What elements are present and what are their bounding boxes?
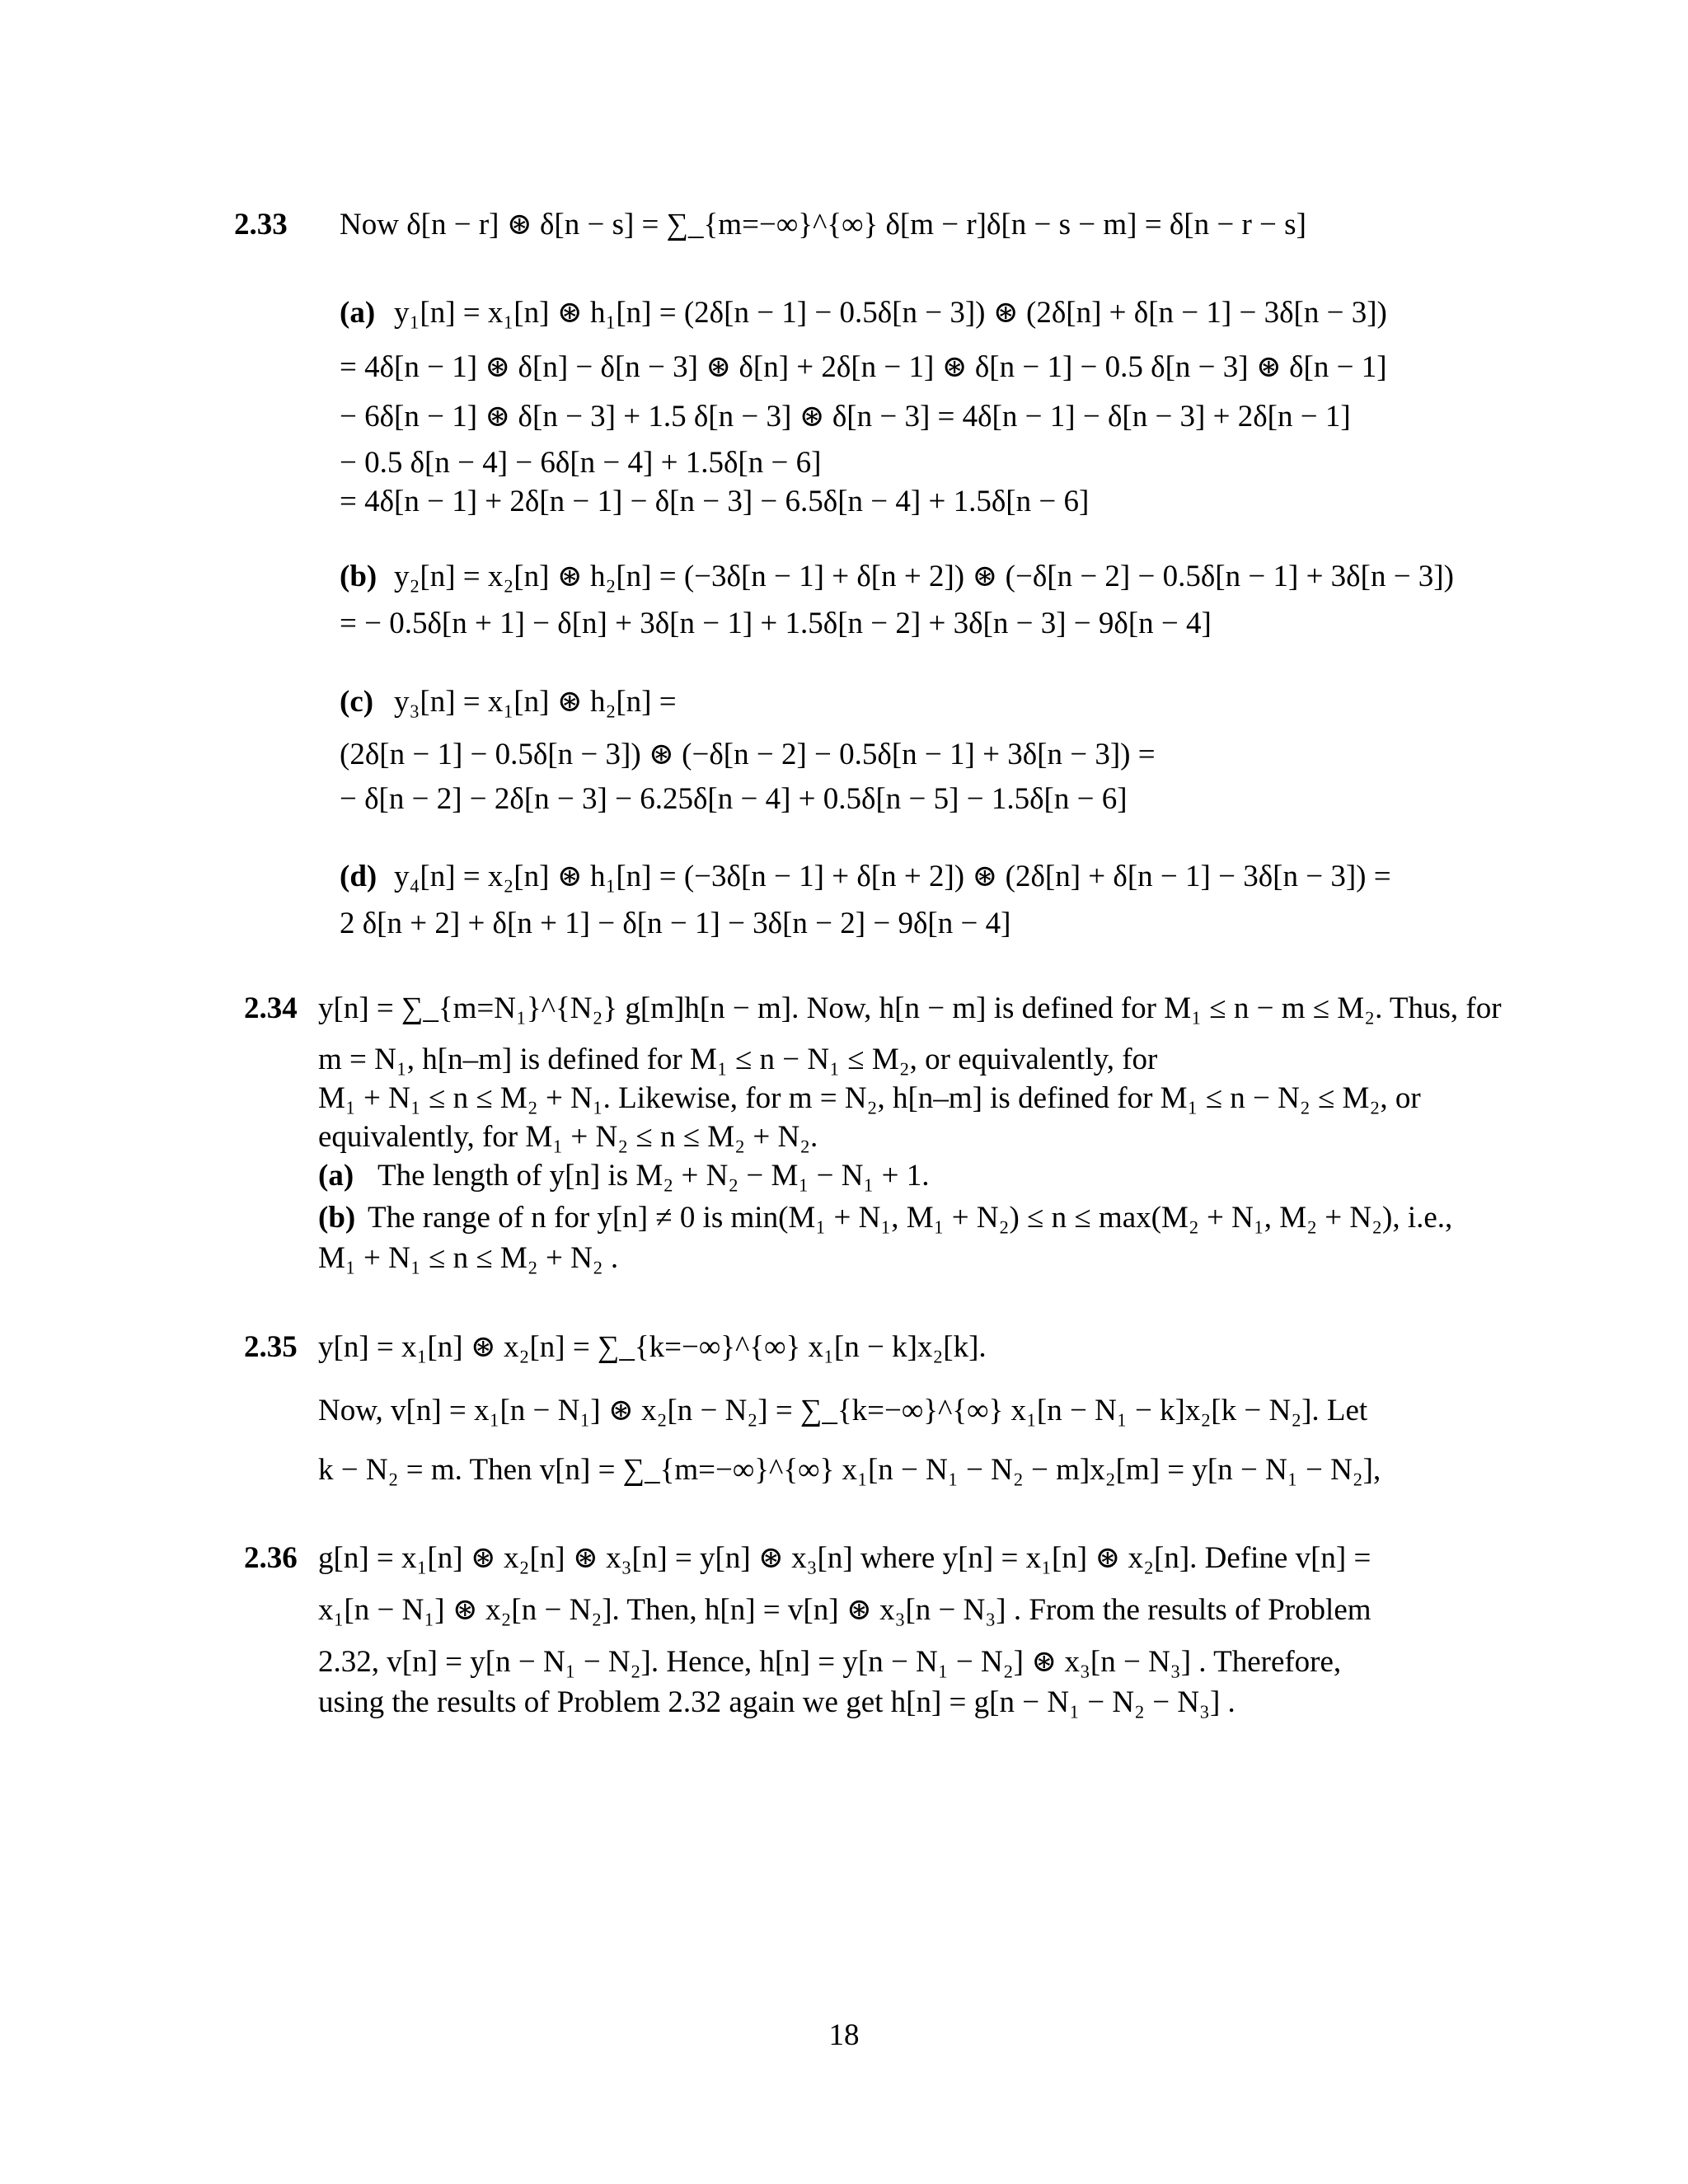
equation-line: y₄[n] = x₂[n] ⊛ h₁[n] = (−3δ[n − 1] + δ[n + 2]) ⊛ (2δ[n] + δ[n − 1] − 3δ[n − 3]) = xyxy=(394,860,1391,893)
text-line: g[n] = x₁[n] ⊛ x₂[n] ⊛ x₃[n] = y[n] ⊛ x₃[n] where y[n] = x₁[n] ⊛ x₂[n]. Define v[n] = xyxy=(318,1541,1372,1575)
problem-number-2-35: 2.35 xyxy=(244,1330,298,1364)
text-line: k − N₂ = m. Then v[n] = ∑_{m=−∞}^{∞} x₁[n − N₁ − N₂ − m]x₂[m] = y[n − N₁ − N₂], xyxy=(318,1453,1381,1487)
text-line: equivalently, for M₁ + N₂ ≤ n ≤ M₂ + N₂. xyxy=(318,1120,818,1154)
text-line: x₁[n − N₁] ⊛ x₂[n − N₂]. Then, h[n] = v[n] ⊛ x₃[n − N₃] . From the results of Problem xyxy=(318,1593,1372,1627)
equation-line: − 6δ[n − 1] ⊛ δ[n − 3] + 1.5 δ[n − 3] ⊛ δ[n − 3] = 4δ[n − 1] − δ[n − 3] + 2δ[n − 1] xyxy=(340,400,1351,434)
text-line: Now, v[n] = x₁[n − N₁] ⊛ x₂[n − N₂] = ∑_{k=−∞}^{∞} x₁[n − N₁ − k]x₂[k − N₂]. Let xyxy=(318,1394,1368,1427)
equation-line: y₃[n] = x₁[n] ⊛ h₂[n] = xyxy=(394,685,677,719)
text-line: using the results of Problem 2.32 again we get h[n] = g[n − N₁ − N₂ − N₃] . xyxy=(318,1685,1236,1719)
equation-line: − δ[n − 2] − 2δ[n − 3] − 6.25δ[n − 4] + 0.5δ[n − 5] − 1.5δ[n − 6] xyxy=(340,782,1128,816)
problem-number-2-33: 2.33 xyxy=(234,208,288,241)
text-line: m = N₁, h[n–m] is defined for M₁ ≤ n − N₁ ≤ M₂, or equivalently, for xyxy=(318,1043,1158,1076)
equation-line: = − 0.5δ[n + 1] − δ[n] + 3δ[n − 1] + 1.5δ[n − 2] + 3δ[n − 3] − 9δ[n − 4] xyxy=(340,607,1212,640)
text-line: M₁ + N₁ ≤ n ≤ M₂ + N₂ . xyxy=(318,1241,619,1275)
text-line: M₁ + N₁ ≤ n ≤ M₂ + N₁. Likewise, for m = N₂, h[n–m] is defined for M₁ ≤ n − N₂ ≤ M₂, or xyxy=(318,1081,1421,1115)
part-label-c: (c) xyxy=(340,685,374,719)
equation-line: Now δ[n − r] ⊛ δ[n − s] = ∑_{m=−∞}^{∞} δ[m − r]δ[n − s − m] = δ[n − r − s] xyxy=(340,208,1306,241)
part-label-b: (b) xyxy=(318,1201,356,1235)
equation-line: y₁[n] = x₁[n] ⊛ h₁[n] = (2δ[n − 1] − 0.5δ[n − 3]) ⊛ (2δ[n] + δ[n − 1] − 3δ[n − 3]) xyxy=(394,296,1387,330)
part-label-a: (a) xyxy=(318,1159,354,1193)
equation-line: 2 δ[n + 2] + δ[n + 1] − δ[n − 1] − 3δ[n − 2] − 9δ[n − 4] xyxy=(340,907,1011,940)
equation-line: (2δ[n − 1] − 0.5δ[n − 3]) ⊛ (−δ[n − 2] − 0.5δ[n − 1] + 3δ[n − 3]) = xyxy=(340,738,1156,771)
part-label-b: (b) xyxy=(340,560,377,593)
equation-line: − 0.5 δ[n − 4] − 6δ[n − 4] + 1.5δ[n − 6] xyxy=(340,446,822,480)
equation-line: y₂[n] = x₂[n] ⊛ h₂[n] = (−3δ[n − 1] + δ[n + 2]) ⊛ (−δ[n − 2] − 0.5δ[n − 1] + 3δ[n − 3]) xyxy=(394,560,1454,593)
text-line: y[n] = ∑_{m=N₁}^{N₂} g[m]h[n − m]. Now, h[n − m] is defined for M₁ ≤ n − m ≤ M₂. Thus, for xyxy=(318,991,1502,1025)
text-line: The range of n for y[n] ≠ 0 is min(M₁ + N₁, M₁ + N₂) ≤ n ≤ max(M₂ + N₁, M₂ + N₂), i.e., xyxy=(368,1201,1453,1235)
equation-line: = 4δ[n − 1] ⊛ δ[n] − δ[n − 3] ⊛ δ[n] + 2δ[n − 1] ⊛ δ[n − 1] − 0.5 δ[n − 3] ⊛ δ[n − 1] xyxy=(340,350,1387,384)
part-label-d: (d) xyxy=(340,860,377,893)
problem-number-2-36: 2.36 xyxy=(244,1541,298,1575)
equation-line: = 4δ[n − 1] + 2δ[n − 1] − δ[n − 3] − 6.5δ[n − 4] + 1.5δ[n − 6] xyxy=(340,485,1090,518)
page-number: 18 xyxy=(828,2018,860,2052)
problem-number-2-34: 2.34 xyxy=(244,991,298,1025)
text-line: 2.32, v[n] = y[n − N₁ − N₂]. Hence, h[n] = y[n − N₁ − N₂] ⊛ x₃[n − N₃] . Therefore, xyxy=(318,1645,1342,1679)
part-label-a: (a) xyxy=(340,296,376,330)
text-line: The length of y[n] is M₂ + N₂ − M₁ − N₁ + 1. xyxy=(377,1159,930,1193)
text-line: y[n] = x₁[n] ⊛ x₂[n] = ∑_{k=−∞}^{∞} x₁[n − k]x₂[k]. xyxy=(318,1330,987,1364)
